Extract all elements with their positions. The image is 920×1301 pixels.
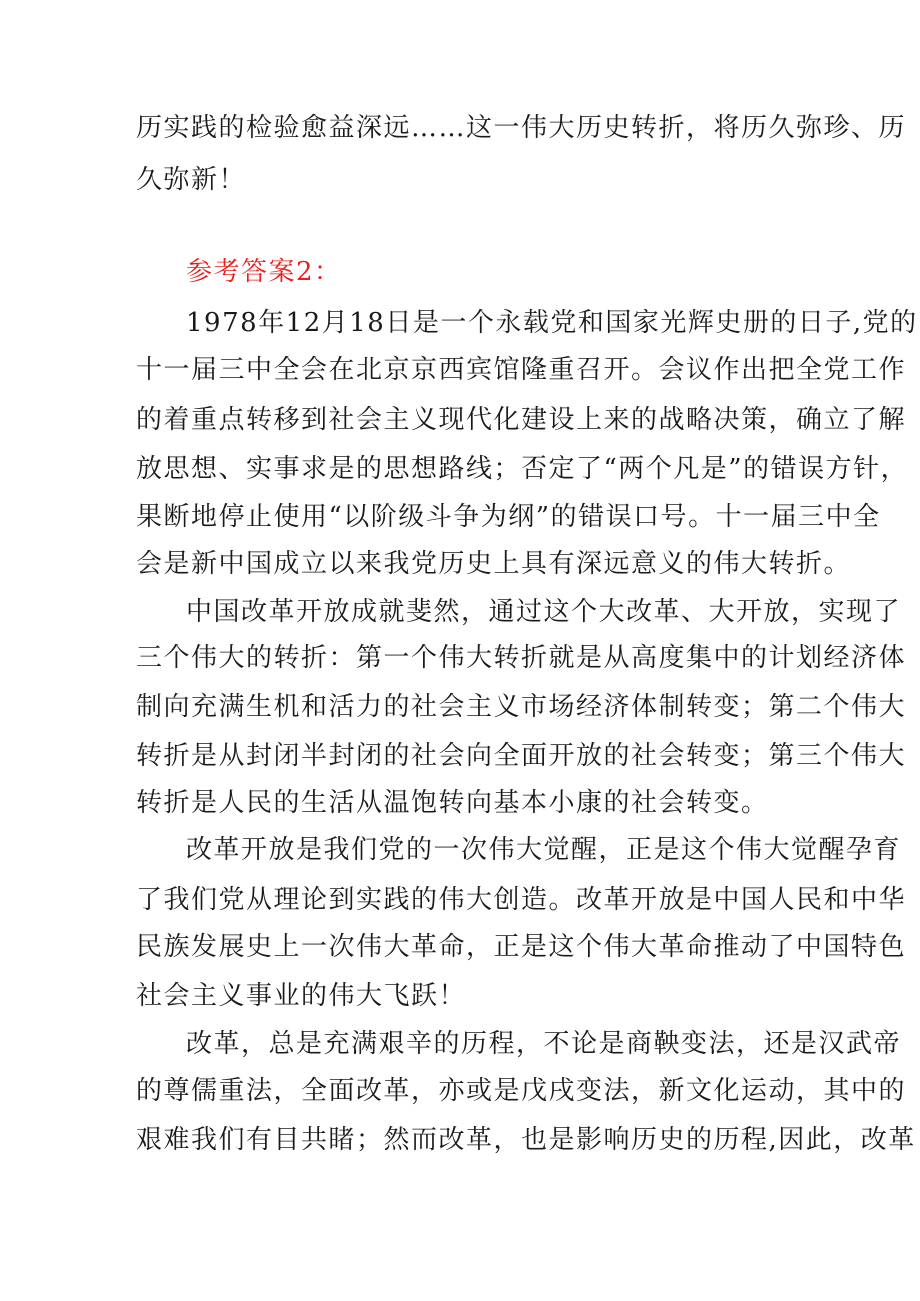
paragraph-line: 三个伟大的转折：第一个伟大转折就是从高度集中的计划经济体 [136,643,907,673]
section-heading: 参考答案2： [186,257,342,287]
paragraph-line: 的尊儒重法，全面改革，亦或是戊戌变法，新文化运动，其中的 [136,1076,907,1106]
paragraph-line: 改革开放是我们党的一次伟大觉醒，正是这个伟大觉醒孕育 [186,835,902,865]
paragraph-line: 会是新中国成立以来我党历史上具有深远意义的伟大转折。 [136,549,852,579]
paragraph-line: 转折是人民的生活从温饱转向基本小康的社会转变。 [136,788,769,818]
paragraph-line: 改革，总是充满艰辛的历程，不论是商鞅变法，还是汉武帝 [186,1029,902,1059]
paragraph-line: 社会主义事业的伟大飞跃！ [136,981,467,1011]
paragraph-line: 制向充满生机和活力的社会主义市场经济体制转变；第二个伟大 [136,692,907,722]
paragraph-line: 艰难我们有目共睹；然而改革，也是影响历史的历程,因此，改革 [136,1125,916,1155]
paragraph-line: 果断地停止使用“以阶级斗争为纲”的错误口号。十一届三中全 [136,502,881,532]
paragraph-line: 历实践的检验愈益深远……这一伟大历史转折，将历久弥珍、历 [136,113,907,143]
paragraph-line: 转折是从封闭半封闭的社会向全面开放的社会转变；第三个伟大 [136,741,907,771]
paragraph-line: 十一届三中全会在北京京西宾馆隆重召开。会议作出把全党工作 [136,355,907,385]
paragraph-line: 放思想、实事求是的思想路线；否定了“两个凡是”的错误方针， [136,454,909,484]
paragraph-line: 1978年12月18日是一个永载党和国家光辉史册的日子,党的 [186,308,918,338]
paragraph-line: 了我们党从理论到实践的伟大创造。改革开放是中国人民和中华 [136,885,907,915]
paragraph-line: 久弥新！ [136,165,247,195]
paragraph-line: 中国改革开放成就斐然，通过这个大改革、大开放，实现了 [186,597,902,627]
paragraph-line: 民族发展史上一次伟大革命，正是这个伟大革命推动了中国特色 [136,932,907,962]
paragraph-line: 的着重点转移到社会主义现代化建设上来的战略决策，确立了解 [136,405,907,435]
